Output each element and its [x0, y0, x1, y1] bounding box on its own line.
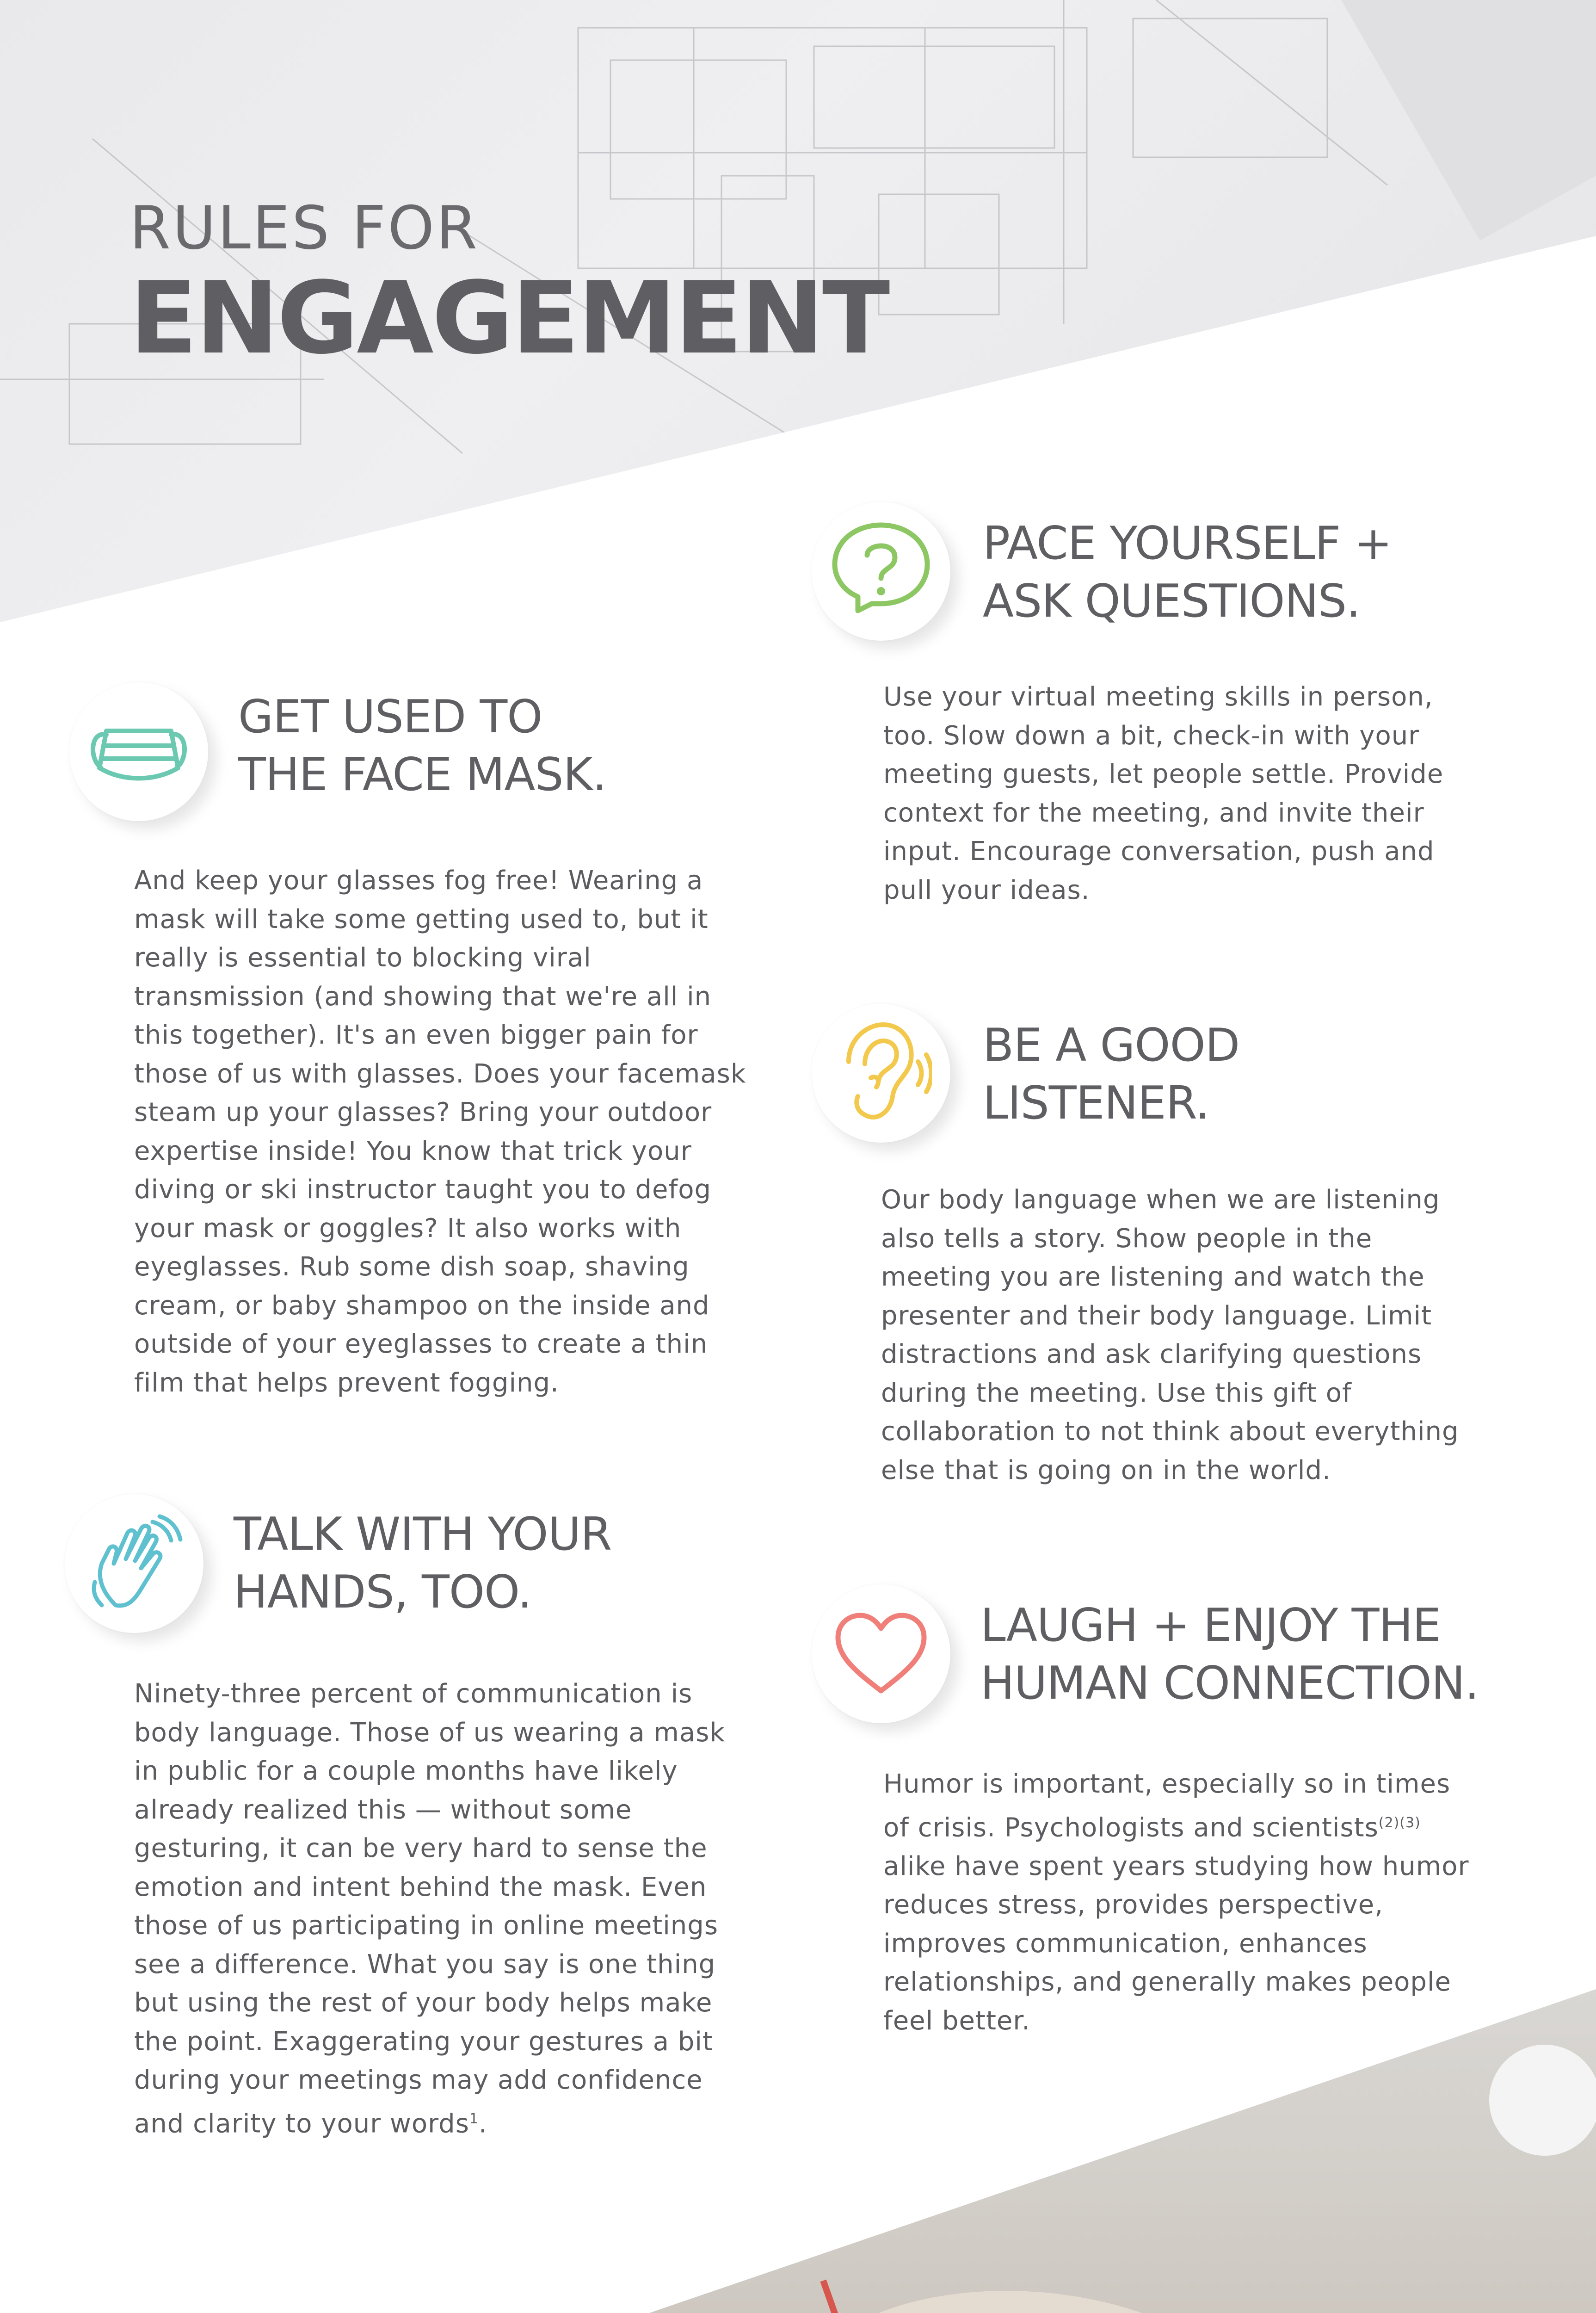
heart-icon-circle — [812, 1584, 950, 1723]
pace-heading-line-1: PACE YOURSELF + — [983, 517, 1392, 570]
mask-body: And keep your glasses fog free! Wearing a mask will take some getting used to, but it really is essential to blocking viral transmission (and showing that we're all in this together). It's an even bigger pain for those of us with glasses. Does your facemask steam up your glasses? Bring your outdoor expertise inside! You know that trick your diving or ski instructor taught you to defog your mask or goggles? It also works with eyeglasses. Rub some dish soap, shaving cream, or baby shampoo on the inside and outside of your eyeglasses to create a thin film that helps prevent fogging. — [134, 866, 746, 1398]
laugh-heading-line-2: HUMAN CONNECTION. — [980, 1657, 1479, 1710]
ear-icon-circle — [812, 1004, 950, 1143]
face-mask-icon-circle — [69, 682, 208, 821]
listener-heading-line-2: LISTENER. — [983, 1077, 1209, 1130]
title-line-2: ENGAGEMENT — [129, 260, 888, 376]
hands-heading — [234, 1506, 611, 1622]
laugh-body-start: Humor is important, especially so in times of crisis. Psychologists and scientists — [883, 1769, 1451, 1843]
listener-body: Our body language when we are listening also tells a story. Show people in the meeting you are listening and watch the presenter and their body language. Limit distractions and ask clarifying questions during the meeting. Use this gift of collaboration to not think about everything else that is going on in the world. — [881, 1185, 1459, 1485]
question-bubble-icon — [830, 518, 932, 625]
hands-body — [134, 1675, 756, 2143]
hands-heading-line-1: TALK WITH YOUR — [234, 1508, 612, 1561]
heart-icon — [832, 1610, 930, 1698]
listener-heading — [983, 1017, 1239, 1133]
page-title — [129, 194, 888, 376]
question-icon-circle — [812, 502, 950, 641]
title-line-1: RULES FOR — [129, 194, 480, 263]
mask-heading — [238, 688, 606, 804]
face-mask-icon — [86, 717, 192, 786]
hands-footnote: 1 — [469, 2110, 479, 2127]
laugh-heading — [980, 1597, 1479, 1713]
listener-heading-line-1: BE A GOOD — [983, 1019, 1240, 1072]
waving-hand-icon — [83, 1513, 185, 1614]
laugh-body — [883, 1765, 1475, 2040]
ear-icon — [830, 1020, 932, 1126]
pace-body: Use your virtual meeting skills in person, too. Slow down a bit, check-in with your meeting guests, let people settle. Provide context for the meeting, and invite their input. Encourage conversation, push and pull your ideas. — [883, 682, 1444, 905]
laugh-body-end: alike have spent years studying how humor reduces stress, provides perspective, improves communication, enhances relationships, and generally makes people feel better. — [883, 1851, 1469, 2036]
mask-heading-line-1: GET USED TO — [238, 691, 542, 743]
hands-heading-line-2: HANDS, TOO. — [234, 1566, 532, 1619]
mask-heading-line-2: THE FACE MASK. — [238, 748, 607, 802]
laugh-footnote: (2)(3) — [1378, 1814, 1421, 1831]
pace-heading — [983, 515, 1392, 631]
pace-heading-line-2: ASK QUESTIONS. — [983, 575, 1361, 628]
hands-body-end: . — [478, 2109, 487, 2139]
laugh-heading-line-1: LAUGH + ENJOY THE — [980, 1599, 1441, 1652]
hand-icon-circle — [65, 1494, 203, 1633]
hands-body-text: Ninety-three percent of communication is body language. Those of us wearing a mask in public for a couple months have likely already realized this — without some gesturing, it can be very hard to sense the emotion and intent behind the mask. Even those of us participating in online meetings see a difference. What you say is one thing but using the rest of your body helps make the point. Exaggerating your gestures a bit during your meetings may add confidence and clarity to your words — [134, 1679, 725, 2139]
